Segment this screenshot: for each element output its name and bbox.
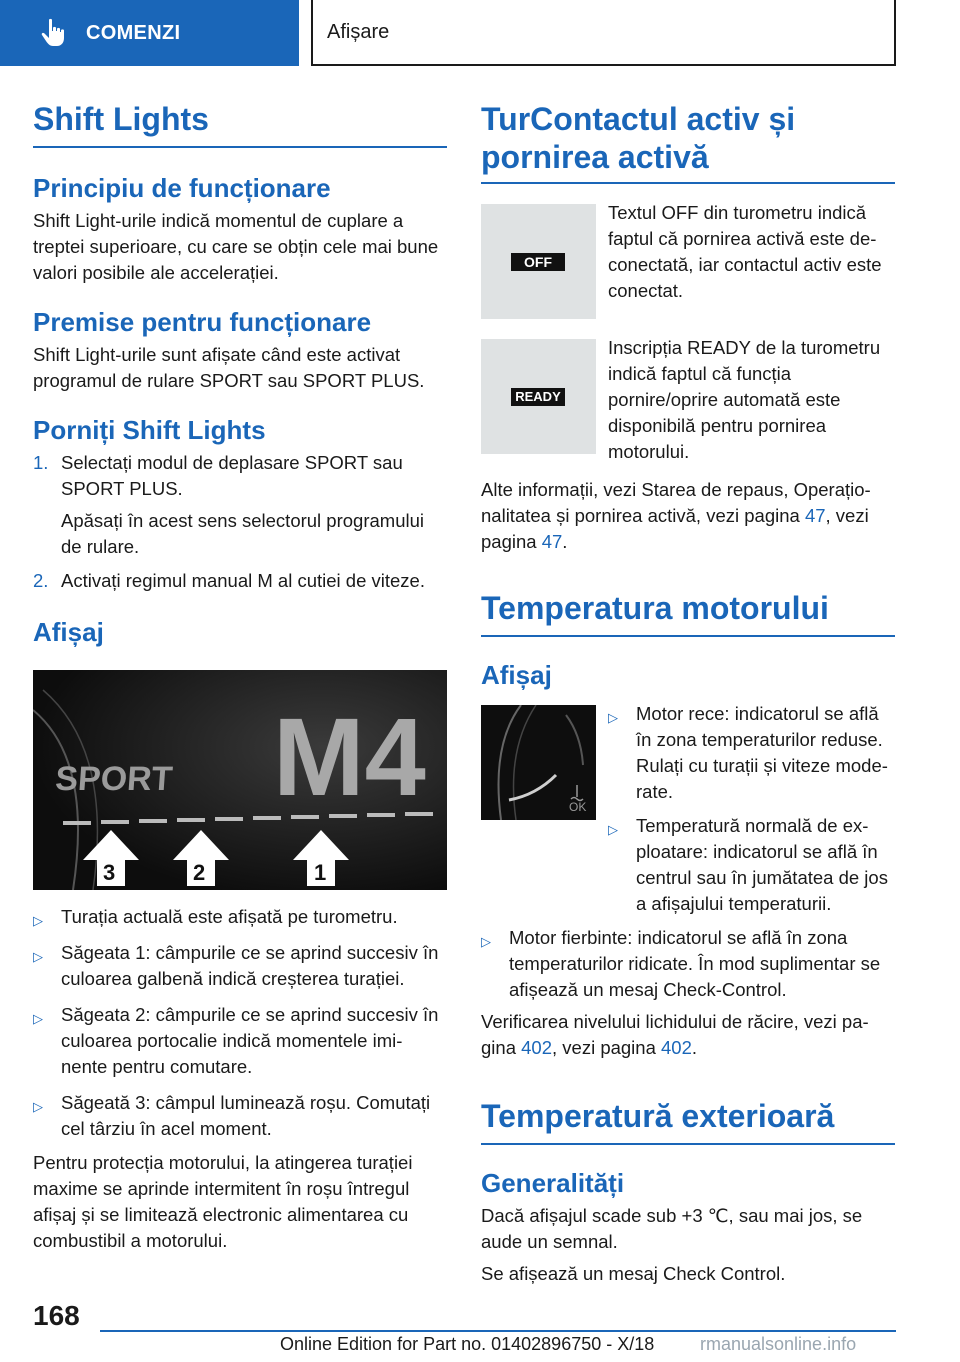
page-link[interactable]: 402 bbox=[661, 1037, 692, 1058]
section-label: COMENZI bbox=[86, 21, 181, 44]
list-item bbox=[608, 813, 895, 917]
step-item bbox=[33, 568, 447, 594]
engine-display-heading: Afișaj bbox=[481, 660, 552, 690]
general-text: Dacă afișajul scade sub +3 ℃, sau mai jos, se aude un semnal. bbox=[481, 1205, 863, 1252]
triangle-bullet-icon: ▷ bbox=[608, 710, 618, 725]
off-indicator-image bbox=[481, 204, 596, 319]
premise-heading: Premise pentru funcționare bbox=[33, 307, 372, 337]
dash-gear-text: M4 bbox=[273, 696, 426, 819]
general-heading: Generalități bbox=[481, 1168, 625, 1198]
step-number: 2. bbox=[33, 570, 49, 591]
more-info-c: . bbox=[562, 531, 568, 552]
list-item-text: Săgeata 1: câmpurile ce se aprind succesiv în culoarea galbenă indică creșterea turației. bbox=[61, 942, 439, 989]
coolant-c: . bbox=[691, 1037, 698, 1058]
list-item bbox=[481, 925, 895, 1003]
footer-rule bbox=[100, 1330, 896, 1332]
title-rule bbox=[481, 1143, 895, 1145]
active-start-title: TurContactul activ și pornirea activă bbox=[481, 101, 796, 175]
coolant-a: Verificarea nivelului lichidului de răcire, vezi pa-gina bbox=[481, 1011, 869, 1058]
edition-text: Online Edition for Part no. 01402896750 - X/18 bbox=[280, 1334, 655, 1354]
right-column bbox=[481, 100, 895, 1287]
steps-list bbox=[33, 450, 447, 594]
ready-text: Inscripția READY de la turometru indică faptul că funcția pornire/oprire automată este disponibilă pentru pornirea motorului. bbox=[608, 337, 881, 462]
page-number: 168 bbox=[33, 1300, 80, 1331]
triangle-bullet-icon: ▷ bbox=[608, 822, 618, 837]
closing-text: Pentru protecția motorului, la atingerea turației maxime se aprinde intermitent în roșu întregul afișaj și se limitează electronic alimentarea cu combustibil a motorului. bbox=[33, 1152, 413, 1251]
list-item bbox=[608, 701, 895, 805]
triangle-bullet-icon: ▷ bbox=[33, 913, 43, 928]
shift-lights-dashboard-image bbox=[33, 670, 447, 890]
title-rule bbox=[481, 182, 895, 184]
triangle-bullet-icon: ▷ bbox=[481, 934, 491, 949]
arrow-3-label: 3 bbox=[103, 860, 116, 885]
section-tab[interactable] bbox=[0, 0, 299, 66]
list-item bbox=[33, 1090, 447, 1142]
ready-block bbox=[481, 339, 895, 465]
dash-mode-text: SPORT bbox=[54, 760, 174, 798]
coolant-text bbox=[481, 1009, 895, 1061]
page-link[interactable]: 47 bbox=[541, 531, 563, 552]
list-item-text: Motor fierbinte: indicatorul se află în zona temperaturilor ridicate. În mod suplimentar se afișează un mesaj Check-Control. bbox=[509, 927, 881, 1000]
list-item-text: Săgeata 2: câmpurile ce se aprind succesiv în culoarea portocalie indică momentele imi-nente pentru comutare. bbox=[61, 1004, 439, 1077]
off-block bbox=[481, 204, 895, 319]
page-title: Afișare bbox=[311, 0, 896, 66]
arrow-2-label: 2 bbox=[193, 860, 206, 885]
principle-text: Shift Light-urile indică momentul de cuplare a treptei superioare, cu care se obțin cele mai bune valori posibile ale accelerației. bbox=[33, 210, 439, 283]
principle-heading: Principiu de funcționare bbox=[33, 173, 331, 203]
title-rule bbox=[33, 146, 447, 148]
outside-temp-title: Temperatură exterioară bbox=[481, 1098, 835, 1134]
engine-temp-title: Temperatura motorului bbox=[481, 590, 829, 626]
triangle-bullet-icon: ▷ bbox=[33, 949, 43, 964]
watermark-text: rmanualsonline.info bbox=[700, 1334, 857, 1354]
list-item-text: Motor rece: indicatorul se află în zona temperaturilor reduse. Rulați cu turații și viteze mode-rate. bbox=[636, 703, 888, 802]
list-item bbox=[33, 1002, 447, 1080]
list-item-text: Săgeată 3: câmpul luminează roșu. Comutați cel târziu în acel moment. bbox=[61, 1092, 431, 1139]
step-subtext: Apăsați în acest sens selectorul programului de rulare. bbox=[61, 510, 424, 557]
off-text: Textul OFF din turometru indică faptul că pornirea activă este de-conectată, iar contactul activ este conectat. bbox=[608, 202, 882, 301]
step-item bbox=[33, 450, 447, 560]
ready-indicator-image bbox=[481, 339, 596, 454]
coolant-icon bbox=[571, 785, 583, 801]
off-badge: OFF bbox=[511, 253, 565, 271]
coolant-b: , vezi pagina bbox=[552, 1037, 662, 1058]
gauge-block bbox=[481, 705, 895, 917]
hand-pointer-icon bbox=[40, 18, 66, 48]
triangle-bullet-icon: ▷ bbox=[33, 1099, 43, 1114]
shift-lights-title: Shift Lights bbox=[33, 101, 209, 137]
gauge-graphic bbox=[481, 705, 596, 820]
check-text: Se afișează un mesaj Check Control. bbox=[481, 1263, 786, 1284]
start-heading: Porniți Shift Lights bbox=[33, 415, 266, 445]
temperature-gauge-image bbox=[481, 705, 596, 820]
temp-bullets-short bbox=[608, 701, 895, 917]
step-text: Activați regimul manual M al cutiei de viteze. bbox=[61, 570, 425, 591]
list-item bbox=[33, 940, 447, 992]
step-text: Selectați modul de deplasare SPORT sau SPORT PLUS. bbox=[61, 452, 403, 499]
premise-text: Shift Light-urile sunt afișate când este activat programul de rulare SPORT sau SPORT PLUS. bbox=[33, 344, 425, 391]
display-bullets bbox=[33, 904, 447, 1142]
step-number: 1. bbox=[33, 452, 49, 473]
left-column bbox=[33, 100, 447, 1254]
dashboard-graphic bbox=[33, 670, 447, 890]
list-item bbox=[33, 904, 447, 930]
display-heading: Afișaj bbox=[33, 617, 104, 647]
triangle-bullet-icon: ▷ bbox=[33, 1011, 43, 1026]
page-link[interactable]: 47 bbox=[804, 505, 826, 526]
list-item-text: Temperatură normală de ex-ploatare: indicatorul se află în centrul sau în jumătatea de jos a afișajului temperaturii. bbox=[636, 815, 888, 914]
more-info-b: , vezi pagina bbox=[481, 505, 869, 552]
arrow-1-label: 1 bbox=[314, 860, 327, 885]
list-item-text: Turația actuală este afișată pe turometru. bbox=[61, 906, 398, 927]
more-info-a: Alte informații, vezi Starea de repaus, Operațio-nalitatea și pornirea activă, vezi pagina bbox=[481, 479, 871, 526]
ready-badge: READY bbox=[511, 388, 565, 406]
temp-bullets-hot bbox=[481, 925, 895, 1003]
title-rule bbox=[481, 635, 895, 637]
more-info-text bbox=[481, 477, 895, 555]
gauge-ok-label: OK bbox=[569, 800, 587, 814]
page-link[interactable]: 402 bbox=[521, 1037, 552, 1058]
